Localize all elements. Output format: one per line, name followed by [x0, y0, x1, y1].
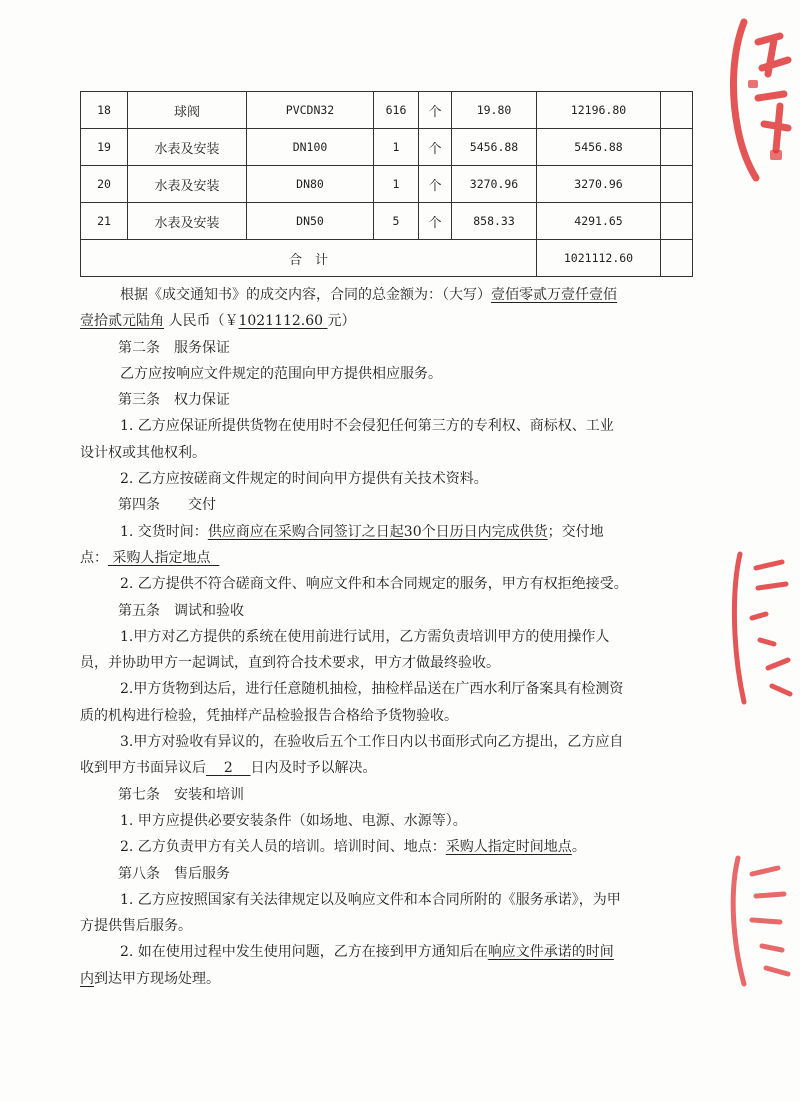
article-5-title: 第五条 调试和验收	[118, 602, 244, 619]
cell-spec: DN50	[247, 203, 374, 240]
cell-empty	[661, 129, 693, 166]
cell-unit: 个	[419, 166, 452, 203]
article-8-title: 第八条 售后服务	[118, 865, 230, 882]
cell-empty	[661, 203, 693, 240]
article-5-para-2b: 质的机构进行检验，凭抽样产品检验报告合格给予货物验收。	[80, 707, 458, 724]
cell-name: 水表及安装	[128, 166, 247, 203]
article-3-para-1a: 1. 乙方应保证所提供货物在使用时不会侵犯任何第三方的专利权、商标权、工业	[120, 418, 614, 435]
article-5-para-3a: 3.甲方对验收有异议的，在验收后五个工作日内以书面形式向乙方提出，乙方应自	[120, 734, 624, 751]
cell-unit: 个	[419, 92, 452, 129]
article-2-para: 乙方应按响应文件规定的范围向甲方提供相应服务。	[120, 365, 442, 382]
cell-price: 19.80	[452, 92, 537, 129]
cell-qty: 1	[374, 166, 419, 203]
table-row	[81, 166, 693, 203]
amount-line-2: 壹拾贰元陆角 人民币（￥1021112.60 元）	[80, 313, 356, 330]
cell-qty: 616	[374, 92, 419, 129]
article-7-title: 第七条 安装和培训	[118, 786, 244, 803]
article-4-title: 第四条 交付	[118, 497, 216, 514]
cell-no: 21	[81, 203, 128, 240]
article-5-para-2a: 2.甲方货物到达后，进行任意随机抽检，抽检样品送在广西水利厅备案具有检测资	[120, 681, 624, 698]
cell-qty: 5	[374, 203, 419, 240]
article-8-para-1b: 方提供售后服务。	[80, 918, 192, 935]
cell-spec: DN80	[247, 166, 374, 203]
cell-unit: 个	[419, 203, 452, 240]
article-3-title: 第三条 权力保证	[118, 392, 230, 409]
table-row	[81, 203, 693, 240]
seal-fragment-bottom	[722, 850, 800, 990]
article-8-para-2a: 2. 如在使用过程中发生使用问题，乙方在接到甲方通知后在响应文件承诺的时间	[120, 944, 614, 961]
total-value: 1021112.60	[537, 240, 661, 277]
article-8-para-2b: 内到达甲方现场处理。	[80, 970, 220, 987]
seal-fragment-top	[718, 10, 800, 185]
cell-no: 20	[81, 166, 128, 203]
article-3-para-1b: 设计权或其他权利。	[80, 444, 206, 461]
amount-line-1: 根据《成交通知书》的成交内容，合同的总金额为：（大写）壹佰零贰万壹仟壹佰	[120, 287, 617, 303]
cell-no: 18	[81, 92, 128, 129]
article-5-para-1b: 员，并协助甲方一起调试，直到符合技术要求，甲方才做最终验收。	[80, 655, 500, 672]
cell-total: 5456.88	[537, 129, 661, 166]
cell-no: 19	[81, 129, 128, 166]
article-2-title: 第二条 服务保证	[118, 339, 230, 356]
cell-qty: 1	[374, 129, 419, 166]
article-3-para-2: 2. 乙方应按磋商文件规定的时间向甲方提供有关技术资料。	[120, 471, 488, 488]
article-8-para-1a: 1. 乙方应按照国家有关法律规定以及响应文件和本合同所附的《服务承诺》，为甲	[120, 891, 621, 908]
article-5-para-3b: 收到甲方书面异议后 2 日内及时予以解决。	[80, 760, 377, 777]
cell-empty	[661, 166, 693, 203]
cell-price: 5456.88	[452, 129, 537, 166]
total-label: 合 计	[81, 240, 537, 277]
contract-body	[80, 282, 692, 992]
table-row	[81, 92, 693, 129]
cell-spec: PVCDN32	[247, 92, 374, 129]
total-empty-cell	[661, 240, 693, 277]
cell-total: 12196.80	[537, 92, 661, 129]
article-7-para-2: 2. 乙方负责甲方有关人员的培训。培训时间、地点：采购人指定时间地点。	[120, 839, 586, 856]
cell-total: 4291.65	[537, 203, 661, 240]
seal-fragment-middle	[722, 548, 800, 708]
article-4-para-1b: 点： 采购人指定地点	[80, 549, 211, 566]
items-table	[80, 91, 693, 277]
table-row	[81, 129, 693, 166]
cell-name: 水表及安装	[128, 129, 247, 166]
cell-name: 水表及安装	[128, 203, 247, 240]
cell-price: 3270.96	[452, 166, 537, 203]
total-row	[81, 240, 693, 277]
cell-empty	[661, 92, 693, 129]
article-5-para-1a: 1.甲方对乙方提供的系统在使用前进行试用，乙方需负责培训甲方的使用操作人	[120, 628, 610, 645]
article-4-para-1a: 1. 交货时间：供应商应在采购合同签订之日起30个日历日内完成供货；交付地	[120, 523, 604, 540]
article-4-para-2: 2. 乙方提供不符合磋商文件、响应文件和本合同规定的服务，甲方有权拒绝接受。	[120, 576, 628, 593]
cell-spec: DN100	[247, 129, 374, 166]
cell-name: 球阀	[128, 92, 247, 129]
article-7-para-1: 1. 甲方应提供必要安装条件（如场地、电源、水源等）。	[120, 812, 467, 829]
cell-total: 3270.96	[537, 166, 661, 203]
cell-price: 858.33	[452, 203, 537, 240]
cell-unit: 个	[419, 129, 452, 166]
